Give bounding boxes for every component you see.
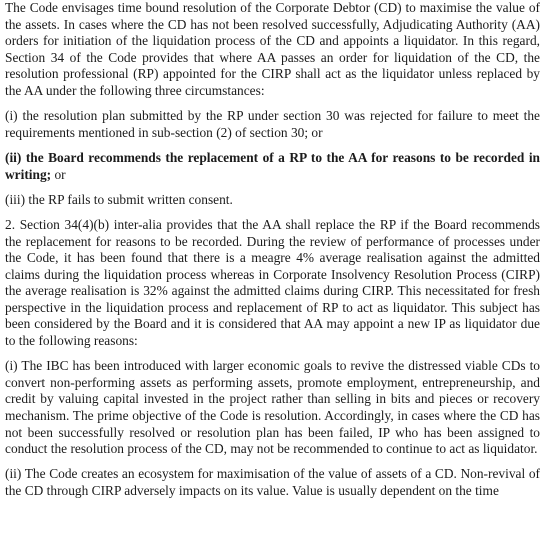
paragraph-circumstance-ii-bold: (ii) the Board recommends the replacement of a RP to the AA for reasons to be recorded in writing;	[5, 149, 540, 182]
paragraph-section-2: 2. Section 34(4)(b) inter-alia provides that the AA shall replace the RP if the Board recommends the replacement for reasons to be recorded. During the review of performance of processes under the Code, it has been found that there is a meagre 4% average realisation against the admitted claims during the liquidation process whereas in Corporate Insolvency Resolution Process (CIRP) the average realisation is 32% against the admitted claims during CIRP. This necessitated for fresh perspective in the liquidation process and replacement of RP to act as liquidator. This subject has been considered by the Board and it is considered that AA may appoint a new IP as liquidator due to the following reasons:	[5, 216, 540, 349]
document-page	[5, 0, 540, 508]
paragraph-circumstance-i: (i) the resolution plan submitted by the RP under section 30 was rejected for failure to meet the requirements mentioned in sub-section (2) of section 30; or	[5, 108, 540, 140]
paragraph-reason-i: (i) The IBC has been introduced with larger economic goals to revive the distressed viable CDs to convert non-performing assets as performing assets, promote employment, entrepreneurship, and credit by valuing capital invested in the project rather than selling in bits and pieces or recovery mechanism. The prime objective of the Code is resolution. Accordingly, in cases where the CD has not been successfully resolved or resolution plan has been failed, IP who has been assigned to conduct the resolution process of the CD, may not be recommended to continue to act as liquidator.	[5, 358, 540, 457]
paragraph-intro: The Code envisages time bound resolution of the Corporate Debtor (CD) to maximise the value of the assets. In cases where the CD has not been resolved successfully, Adjudicating Authority (AA) orders for initiation of the liquidation process of the CD and appoints a liquidator. In this regard, Section 34 of the Code provides that where AA passes an order for liquidation of the CD, the resolution professional (RP) appointed for the CIRP shall act as the liquidator unless replaced by the AA under the following three circumstances:	[5, 0, 540, 98]
paragraph-reason-ii: (ii) The Code creates an ecosystem for maximisation of the value of assets of a CD. Non-revival of the CD through CIRP adversely impacts on its value. Value is usually dependent on the time	[5, 466, 540, 498]
paragraph-circumstance-ii	[5, 150, 540, 183]
paragraph-circumstance-ii-tail: or	[51, 166, 66, 182]
paragraph-circumstance-iii: (iii) the RP fails to submit written consent.	[5, 191, 233, 207]
